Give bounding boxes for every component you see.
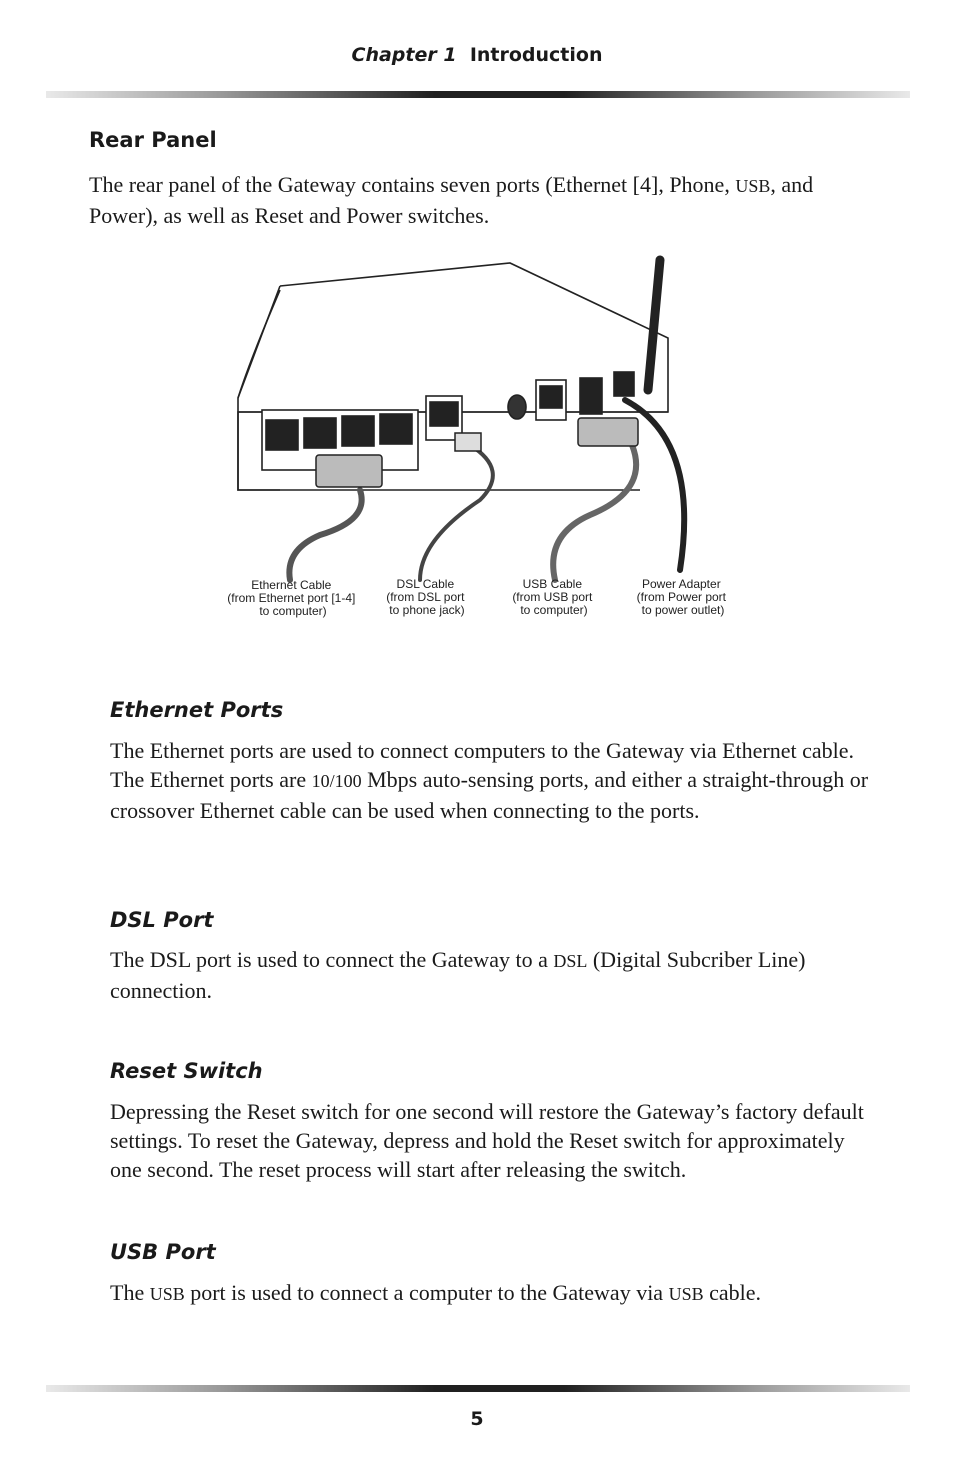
caption-dsl xyxy=(386,577,468,617)
usb-text-usb2: USB xyxy=(668,1284,704,1304)
usb-text-1: The xyxy=(110,1280,150,1305)
caption-ethernet-line1: Ethernet Cable xyxy=(251,578,332,592)
page-number: 5 xyxy=(470,1408,484,1430)
caption-ethernet-line2: (from Ethernet port [1-4] xyxy=(227,591,356,605)
caption-power-line3: to power outlet) xyxy=(641,603,725,617)
usb-port-paragraph xyxy=(110,1278,880,1309)
caption-usb-line3: to computer) xyxy=(520,603,588,617)
caption-power-line1: Power Adapter xyxy=(641,577,721,591)
caption-usb xyxy=(512,577,595,617)
dsl-port-paragraph xyxy=(110,945,880,1005)
caption-dsl-line3: to phone jack) xyxy=(389,603,465,617)
caption-usb-line2: (from USB port xyxy=(512,590,593,604)
rear-panel-text-b: , and Power), as well as Reset and Power switches. xyxy=(89,172,814,228)
antenna xyxy=(648,260,660,390)
reset-switch-paragraph: Depressing the Reset switch for one second will restore the Gateway’s factory default settings. To reset the Gateway, depress and hold the Reset switch for approximately one second. The reset process will start after releasing the switch. xyxy=(110,1099,864,1182)
dsl-port-heading: DSL Port xyxy=(110,908,214,932)
usb-text-2: port is used to connect a computer to the Gateway via xyxy=(184,1280,669,1305)
rear-panel-paragraph xyxy=(89,170,879,230)
chapter-title: Introduction xyxy=(469,44,603,66)
caption-dsl-line1: DSL Cable xyxy=(396,577,455,591)
running-header xyxy=(0,44,954,66)
ethernet-text-b: Mbps auto-sensing ports, and either a straight-through or crossover Ethernet cable can be used when connecting to the ports. xyxy=(110,767,869,823)
dsl-text-dsl: DSL xyxy=(553,951,588,971)
usb-text-usb1: USB xyxy=(149,1284,185,1304)
caption-ethernet xyxy=(227,578,358,618)
ethernet-ports-paragraph xyxy=(110,736,880,825)
ethernet-text-a: The Ethernet ports are used to connect computers to the Gateway via Ethernet cable. The Ethernet ports are xyxy=(110,738,855,792)
caption-ethernet-line3: to computer) xyxy=(259,604,327,618)
usb-port-heading: USB Port xyxy=(110,1240,216,1264)
caption-power-line2: (from Power port xyxy=(636,590,727,604)
dsl-text-b: (Digital Subcriber Line) connection. xyxy=(110,947,806,1003)
caption-dsl-line2: (from DSL port xyxy=(386,590,465,604)
reset-switch-heading: Reset Switch xyxy=(110,1059,263,1083)
ethernet-text-speed: 10/100 xyxy=(311,771,362,791)
caption-usb-line1: USB Cable xyxy=(522,577,583,591)
usb-text-3: cable. xyxy=(703,1280,761,1305)
footer-rule xyxy=(46,1385,910,1392)
rear-panel-diagram xyxy=(0,250,954,630)
rear-panel-text-usb: USB xyxy=(735,176,771,196)
caption-power xyxy=(637,577,730,617)
chapter-label: Chapter 1 xyxy=(351,44,457,66)
rear-panel-heading: Rear Panel xyxy=(89,128,217,152)
dsl-text-a: The DSL port is used to connect the Gateway to a xyxy=(110,947,554,972)
header-rule xyxy=(46,91,910,98)
rear-panel-text-a: The rear panel of the Gateway contains seven ports (Ethernet [4], Phone, xyxy=(89,172,736,197)
router-illustration xyxy=(238,263,668,490)
ethernet-ports-heading: Ethernet Ports xyxy=(110,698,284,722)
